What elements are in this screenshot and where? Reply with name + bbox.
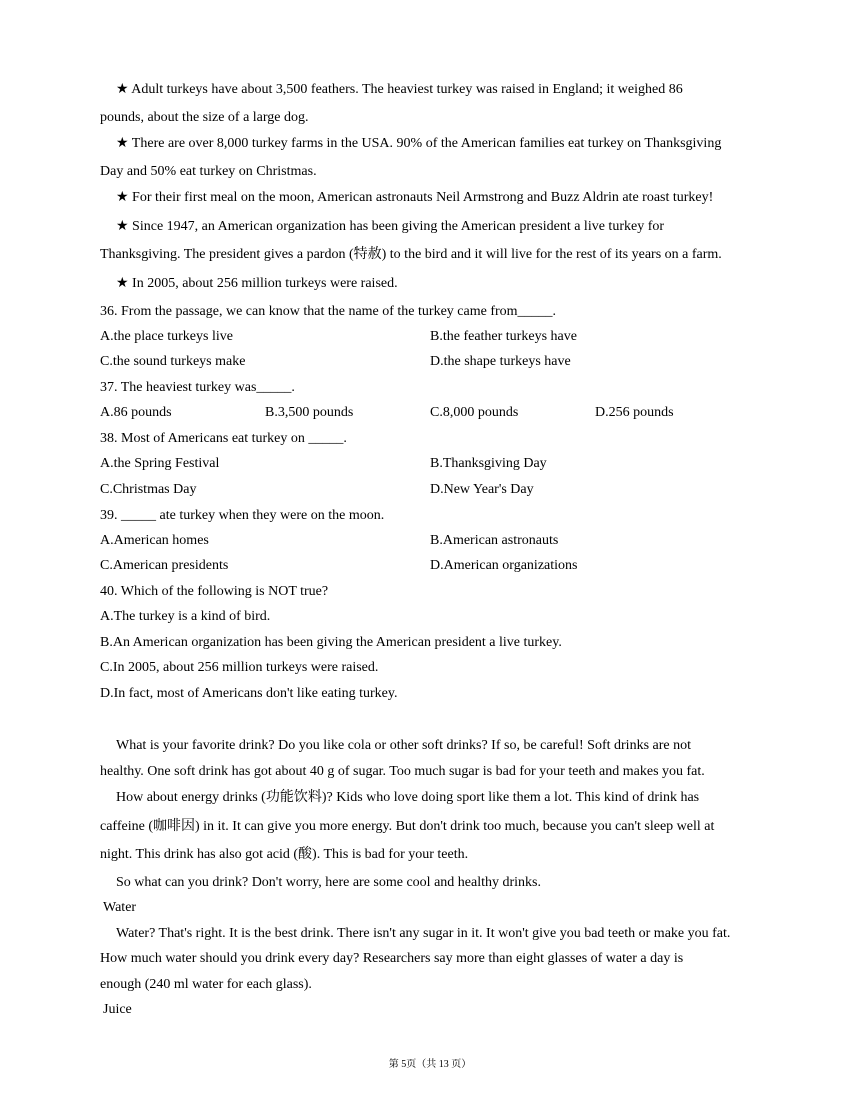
bullet-4-line-1: ★ Since 1947, an American organization has been giving the American president a live turkey for <box>116 219 665 234</box>
question-40-stem: 40. Which of the following is NOT true? <box>100 584 329 599</box>
bullet-2-line-1: ★ There are over 8,000 turkey farms in the USA. 90% of the American families eat turkey on Thanksgiving <box>116 136 722 151</box>
question-39-option-d: D.American organizations <box>430 558 578 573</box>
bullet-1-line-2: pounds, about the size of a large dog. <box>100 110 309 125</box>
question-39-option-a: A.American homes <box>100 533 209 548</box>
question-36-option-b: B.the feather turkeys have <box>430 329 577 344</box>
heading-juice: Juice <box>103 1002 132 1017</box>
passage-p3: So what can you drink? Don't worry, here are some cool and healthy drinks. <box>116 875 541 890</box>
question-37-option-d: D.256 pounds <box>595 405 674 420</box>
question-39-option-c: C.American presidents <box>100 558 229 573</box>
question-40-option-b: B.An American organization has been giving the American president a live turkey. <box>100 635 562 650</box>
question-38-option-c: C.Christmas Day <box>100 482 197 497</box>
question-40-option-a: A.The turkey is a kind of bird. <box>100 609 271 624</box>
passage-p4-line-3: enough (240 ml water for each glass). <box>100 977 312 992</box>
passage-p2-line-2: caffeine (咖啡因) in it. It can give you more energy. But don't drink too much, because you can't sleep well at <box>100 819 715 834</box>
question-37-option-a: A.86 pounds <box>100 405 172 420</box>
question-36-option-d: D.the shape turkeys have <box>430 354 571 369</box>
question-37-option-c: C.8,000 pounds <box>430 405 519 420</box>
question-36-option-c: C.the sound turkeys make <box>100 354 246 369</box>
bullet-5-line-1: ★ In 2005, about 256 million turkeys were raised. <box>116 276 398 291</box>
heading-water: Water <box>103 900 137 915</box>
question-37-option-b: B.3,500 pounds <box>265 405 354 420</box>
question-40-option-c: C.In 2005, about 256 million turkeys were raised. <box>100 660 379 675</box>
passage-p4-line-2: How much water should you drink every day? Researchers say more than eight glasses of water a day is <box>100 951 684 966</box>
passage-p2-line-1: How about energy drinks (功能饮料)? Kids who love doing sport like them a lot. This kind of drink has <box>116 790 700 805</box>
question-39-option-b: B.American astronauts <box>430 533 559 548</box>
bullet-3-line-1: ★ For their first meal on the moon, American astronauts Neil Armstrong and Buzz Aldrin ate roast turkey! <box>116 190 714 205</box>
bullet-4-line-2: Thanksgiving. The president gives a pardon (特赦) to the bird and it will live for the rest of its years on a farm. <box>100 247 722 262</box>
bullet-2-line-2: Day and 50% eat turkey on Christmas. <box>100 164 317 179</box>
question-38-stem: 38. Most of Americans eat turkey on _____. <box>100 431 347 446</box>
passage-p1-line-2: healthy. One soft drink has got about 40 g of sugar. Too much sugar is bad for your teeth and makes you fat. <box>100 764 705 779</box>
passage-p4-line-1: Water? That's right. It is the best drink. There isn't any sugar in it. It won't give you bad teeth or make you fat. <box>116 926 731 941</box>
question-40-option-d: D.In fact, most of Americans don't like eating turkey. <box>100 686 398 701</box>
passage-p2-line-3: night. This drink has also got acid (酸). This is bad for your teeth. <box>100 847 469 862</box>
question-38-option-a: A.the Spring Festival <box>100 456 220 471</box>
question-38-option-d: D.New Year's Day <box>430 482 534 497</box>
page-footer: 第 5页（共 13 页） <box>388 1059 472 1070</box>
question-36-option-a: A.the place turkeys live <box>100 329 233 344</box>
bullet-1-line-1: ★ Adult turkeys have about 3,500 feathers. The heaviest turkey was raised in England; it weighed 86 <box>116 82 683 97</box>
question-36-stem: 36. From the passage, we can know that the name of the turkey came from_____. <box>100 304 557 319</box>
passage-p1-line-1: What is your favorite drink? Do you like cola or other soft drinks? If so, be careful! Soft drinks are not <box>116 738 691 753</box>
question-39-stem: 39. _____ ate turkey when they were on the moon. <box>100 508 385 523</box>
question-37-stem: 37. The heaviest turkey was_____. <box>100 380 295 395</box>
question-38-option-b: B.Thanksgiving Day <box>430 456 547 471</box>
